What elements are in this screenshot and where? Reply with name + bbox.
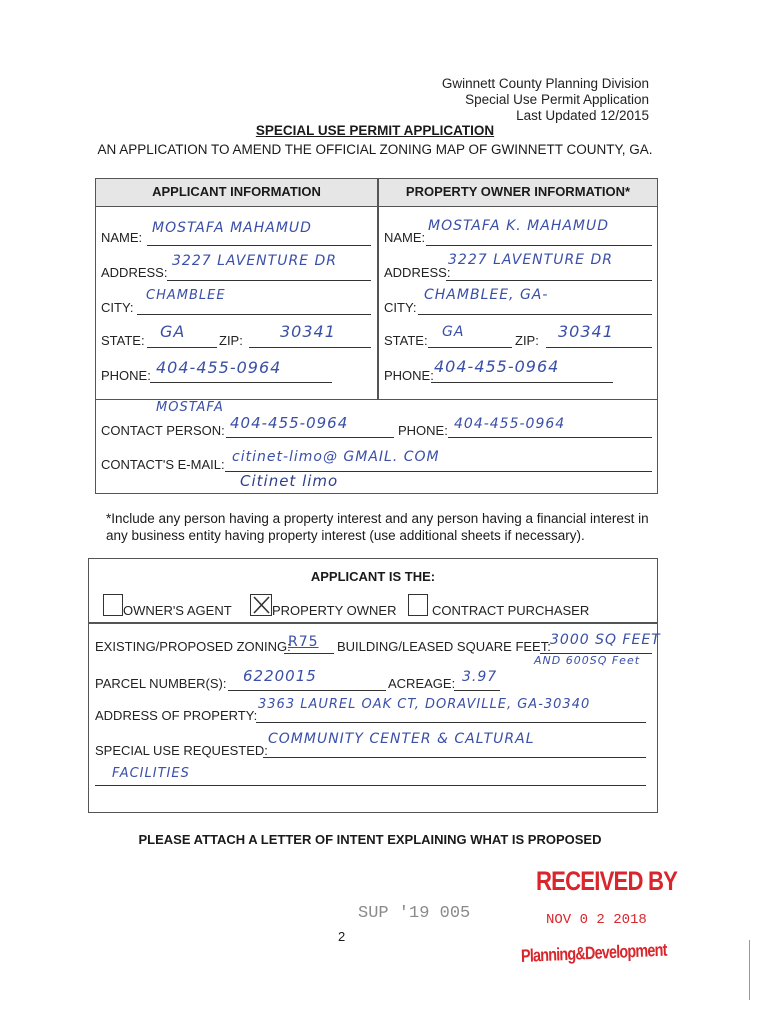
- property-interest-note: *Include any person having a property interest and any person having a financial interest in any business entity having property interest (use additional sheets if necessary).: [106, 511, 649, 543]
- property-owner-label: PROPERTY OWNER: [272, 603, 397, 618]
- form-subtitle: AN APPLICATION TO AMEND THE OFFICIAL ZONING MAP OF GWINNETT COUNTY, GA.: [97, 142, 653, 157]
- applicant-address-field[interactable]: [167, 280, 371, 281]
- special-use-label: SPECIAL USE REQUESTED:: [95, 743, 268, 758]
- contact-email-value: citinet-limo@ GMAIL. COM: [232, 449, 440, 465]
- owner-state-label: STATE:: [384, 333, 428, 348]
- applicant-type-divider: [88, 622, 658, 624]
- applicant-state-label: STATE:: [101, 333, 145, 348]
- contact-phone-value: 404-455-0964: [454, 416, 566, 432]
- contact-person-field[interactable]: [226, 437, 394, 438]
- owner-state-field[interactable]: [428, 347, 512, 348]
- owner-city-field[interactable]: [418, 314, 652, 315]
- applicant-zip-label: ZIP:: [219, 333, 243, 348]
- header-form-name: Special Use Permit Application: [465, 92, 649, 107]
- contract-purchaser-checkbox[interactable]: [408, 594, 428, 616]
- owner-state-value: GA: [442, 324, 465, 340]
- owner-phone-value: 404-455-0964: [434, 357, 560, 376]
- owner-heading: PROPERTY OWNER INFORMATION*: [379, 179, 657, 207]
- owner-city-value: CHAMBLEE, GA-: [424, 287, 549, 303]
- owner-phone-label: PHONE:: [384, 368, 434, 383]
- applicant-state-value: GA: [160, 322, 186, 341]
- sqft-extra: AND 600SQ Feet: [534, 654, 641, 667]
- contact-person-name: MOSTAFA: [156, 400, 224, 415]
- parcel-field[interactable]: [228, 690, 386, 691]
- received-date-stamp: NOV 0 2 2018: [546, 912, 647, 928]
- owner-zip-field[interactable]: [546, 347, 652, 348]
- applicant-phone-value: 404-455-0964: [156, 358, 282, 377]
- special-use-field[interactable]: [263, 757, 646, 758]
- acreage-label: ACREAGE:: [388, 676, 456, 691]
- applicant-address-value: 3227 LAVENTURE DR: [172, 253, 337, 269]
- special-use-field-line2[interactable]: [95, 785, 646, 786]
- applicant-city-field[interactable]: [137, 314, 371, 315]
- applicant-city-label: CITY:: [101, 300, 134, 315]
- header-updated: Last Updated 12/2015: [516, 108, 649, 123]
- acreage-value: 3.97: [462, 669, 498, 685]
- contact-person-value: 404-455-0964: [230, 414, 349, 432]
- owner-city-label: CITY:: [384, 300, 417, 315]
- owners-agent-label: OWNER'S AGENT: [123, 603, 232, 618]
- form-title: SPECIAL USE PERMIT APPLICATION: [255, 123, 495, 138]
- acreage-field[interactable]: [454, 690, 500, 691]
- applicant-heading: APPLICANT INFORMATION: [96, 179, 377, 207]
- property-address-value: 3363 LAUREL OAK CT, DORAVILLE, GA-30340: [258, 697, 591, 712]
- property-owner-checkbox[interactable]: [250, 594, 272, 616]
- zoning-field[interactable]: [284, 653, 334, 654]
- zoning-label: EXISTING/PROPOSED ZONING:: [95, 639, 291, 654]
- applicant-phone-label: PHONE:: [101, 368, 151, 383]
- zoning-value: R75: [288, 634, 319, 650]
- page-number: 2: [338, 929, 346, 944]
- applicant-type-heading: APPLICANT IS THE:: [310, 569, 436, 584]
- applicant-phone-field[interactable]: [150, 382, 332, 383]
- special-use-value-line2: FACILITIES: [112, 766, 190, 781]
- applicant-name-field[interactable]: [147, 245, 371, 246]
- applicant-state-field[interactable]: [147, 347, 217, 348]
- owner-name-field[interactable]: [426, 245, 652, 246]
- contact-email-extra: Citinet limo: [240, 472, 339, 490]
- property-address-label: ADDRESS OF PROPERTY:: [95, 708, 258, 723]
- owner-address-value: 3227 LAVENTURE DR: [448, 252, 613, 268]
- applicant-address-label: ADDRESS:: [101, 265, 168, 280]
- document-header: [442, 76, 649, 124]
- owner-address-label: ADDRESS:: [384, 265, 451, 280]
- scan-edge-line: [749, 940, 750, 1000]
- sqft-label: BUILDING/LEASED SQUARE FEET:: [337, 639, 551, 654]
- owners-agent-checkbox[interactable]: [103, 594, 123, 616]
- checkmark-x-icon: [251, 595, 271, 615]
- applicant-city-value: CHAMBLEE: [146, 288, 226, 303]
- owner-name-value: MOSTAFA K. MAHAMUD: [428, 218, 610, 234]
- info-table-divider: [377, 178, 379, 400]
- applicant-zip-field[interactable]: [249, 347, 371, 348]
- applicant-name-label: NAME:: [101, 230, 143, 245]
- contact-person-label: CONTACT PERSON:: [101, 423, 225, 438]
- header-division: Gwinnett County Planning Division: [441, 76, 649, 91]
- sqft-value: 3000 SQ FEET: [550, 632, 661, 648]
- contact-email-label: CONTACT'S E-MAIL:: [101, 457, 225, 472]
- sup-number-stamp: SUP '19 005: [358, 904, 471, 923]
- contact-phone-label: PHONE:: [398, 423, 448, 438]
- applicant-name-value: MOSTAFA MAHAMUD: [152, 220, 312, 236]
- parcel-value: 6220015: [243, 667, 317, 685]
- contact-phone-field[interactable]: [448, 437, 652, 438]
- special-use-value: COMMUNITY CENTER & CALTURAL: [268, 731, 535, 747]
- received-stamp: RECEIVED BY: [536, 866, 678, 896]
- owner-zip-label: ZIP:: [515, 333, 539, 348]
- department-stamp: Planning&Development: [520, 939, 667, 966]
- owner-zip-value: 30341: [558, 322, 614, 341]
- parcel-label: PARCEL NUMBER(S):: [95, 676, 227, 691]
- owner-phone-field[interactable]: [431, 382, 613, 383]
- owner-address-field[interactable]: [446, 280, 652, 281]
- owner-name-label: NAME:: [384, 230, 426, 245]
- property-address-field[interactable]: [256, 722, 646, 723]
- letter-of-intent-note: PLEASE ATTACH A LETTER OF INTENT EXPLAINING WHAT IS PROPOSED: [138, 832, 602, 847]
- contract-purchaser-label: CONTRACT PURCHASER: [432, 603, 590, 618]
- applicant-zip-value: 30341: [280, 322, 336, 341]
